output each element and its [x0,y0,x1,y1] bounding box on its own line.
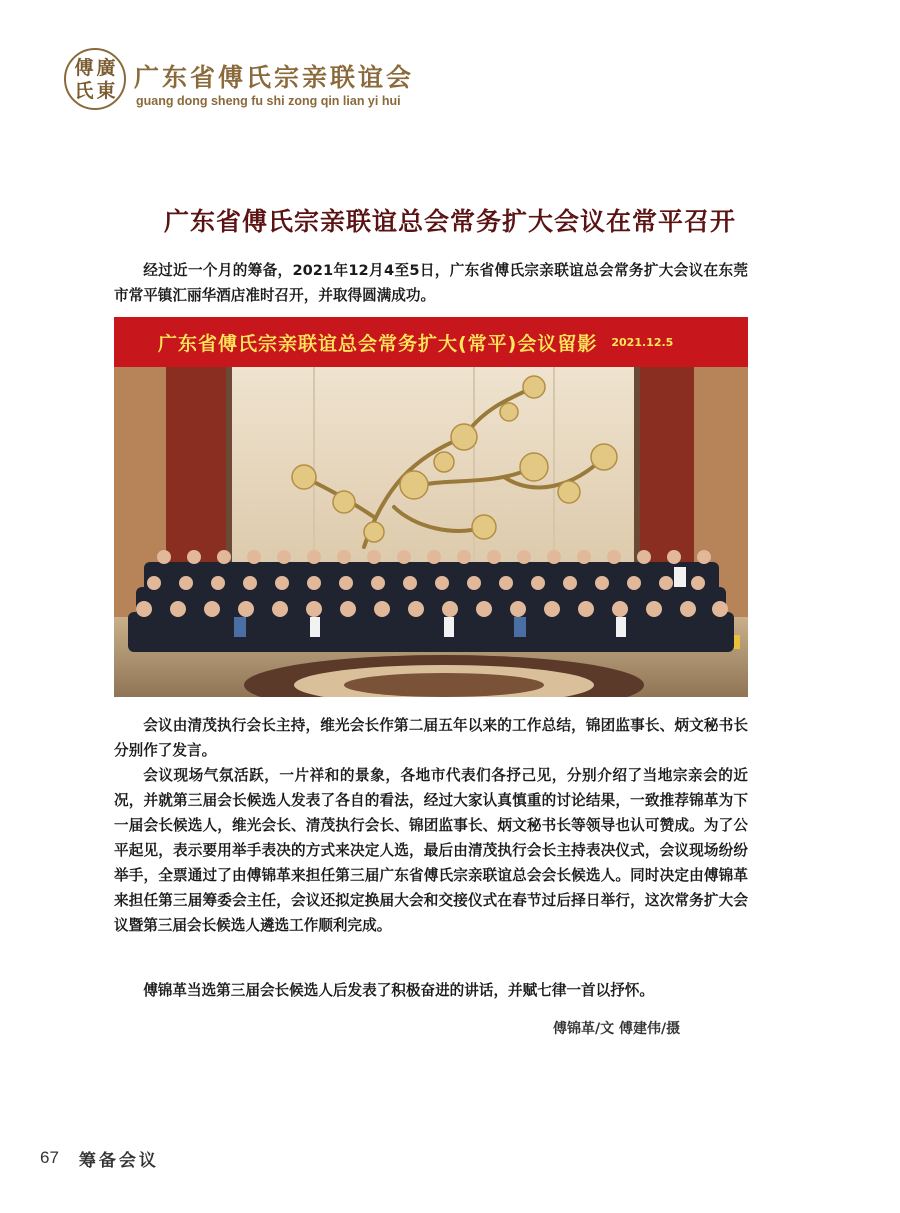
article-title: 广东省傅氏宗亲联谊总会常务扩大会议在常平召开 [163,207,736,236]
article-paragraph: 会议由清茂执行会长主持，维光会长作第二届五年以来的工作总结，锦团监事长、炳文秘书长分别作了发言。 [114,717,748,759]
page-number: 67 [40,1148,59,1167]
photo-banner [114,317,748,367]
group-photo [114,317,748,697]
org-pinyin: guang dong sheng fu shi zong qin lian yi hui [136,94,401,108]
org-logo [64,48,126,110]
photo-scene [114,367,748,697]
article-paragraph: 经过近一个月的筹备，2021年12月4至5日，广东省傅氏宗亲联谊总会常务扩大会议在东莞市常平镇汇丽华酒店准时召开，并取得圆满成功。 [114,262,748,304]
org-name: 广东省傅氏宗亲联谊会 [134,63,415,92]
logo-char: 東 [96,79,116,102]
logo-char: 氏 [74,79,94,102]
article-paragraph: 傅锦革当选第三届会长候选人后发表了积极奋进的讲话，并赋七律一首以抒怀。 [143,982,654,999]
banner-date: 2021.12.5 [611,335,674,349]
section-name: 筹备会议 [78,1150,159,1171]
article-paragraph: 会议现场气氛活跃，一片祥和的景象，各地市代表们各抒己见，分别介绍了当地宗亲会的近况，并就第三届会长候选人发表了各自的看法，经过大家认真慎重的讨论结果，一致推荐锦革为下一届会长候选人，维光会长、清茂执行会长、锦团监事长、炳文秘书长等领导也认可赞成。为了公平起见，表示要用举手表决的方式来决定人选，最后由清茂执行会长主持表决仪式，会议现场纷纷举手，全票通过了由傅锦革来担任第三届广东省傅氏宗亲联谊总会会长候选人。同时决定由傅锦革来担任第三届筹委会主任，会议还拟定换届大会和交接仪式在春节过后择日举行，这次常务扩大会议暨第三届会长候选人遴选工作顺利完成。 [114,767,748,934]
banner-text: 广东省傅氏宗亲联谊总会常务扩大(常平)会议留影 [158,332,598,355]
page-footer [40,1145,159,1171]
logo-char: 廣 [96,56,116,79]
article-credit: 傅锦革/文 傅建伟/摄 [553,1021,681,1037]
header [60,40,460,120]
logo-char: 傅 [74,56,94,79]
